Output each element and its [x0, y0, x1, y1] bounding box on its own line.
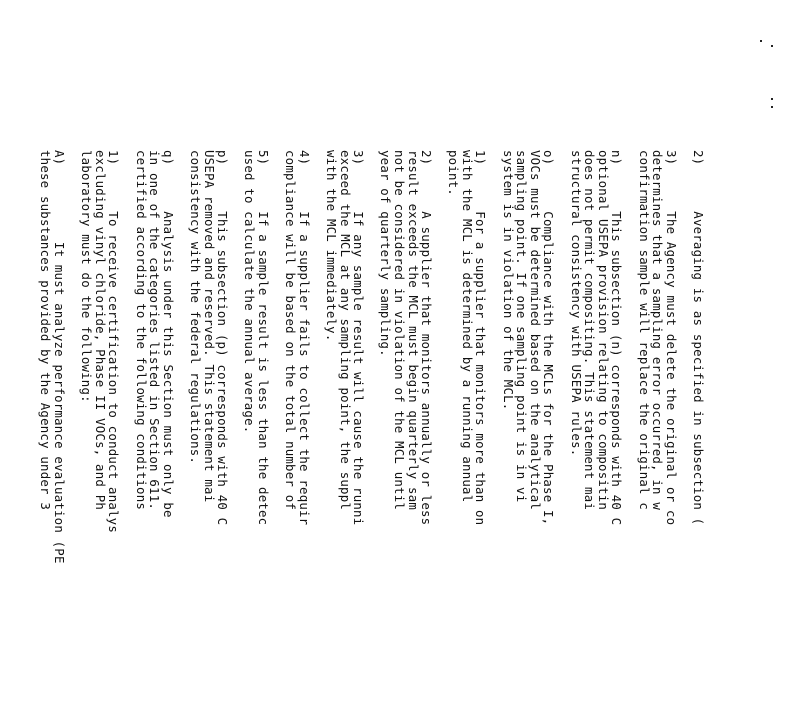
paragraph-po [501, 150, 555, 710]
text-line: not be considered in violation of the MCL until [391, 150, 407, 511]
text-line: sampling point. If one sampling point is in vi [514, 150, 530, 503]
text-line: p) This subsection (p) corresponds with 40 C [215, 150, 231, 526]
text-line: USEPA removed and reserved. This statement mai [201, 150, 217, 503]
text-line: 3) The Agency must delete the original or co [663, 150, 679, 526]
text-line: 2) A supplier that monitors annually or less [419, 150, 435, 526]
scan-speck [771, 98, 773, 100]
paragraph-p3a [324, 150, 365, 710]
text-line: structural consistency with USEPA rules. [568, 150, 584, 457]
paragraph-p1a [447, 150, 488, 710]
text-line: optional USEPA provision relating to compositin [595, 150, 611, 511]
text-line: 2) Averaging is as specified in subsection ( [691, 150, 706, 526]
text-line: laboratory must do the following: [79, 150, 95, 403]
paragraph-p1b [80, 150, 121, 710]
text-line: VOCs must be determined based on the analytical [527, 150, 543, 511]
text-line: 1) For a supplier that monitors more than on [473, 150, 489, 526]
text-line: excluding vinyl chloride, Phase II VOCs, and Ph [92, 150, 108, 511]
text-line: used to calculate the annual average. [242, 150, 258, 434]
text-line: result exceeds the MCL must begin quarterly sam [405, 150, 421, 511]
paragraph-p2 [691, 150, 705, 710]
text-line: compliance will be based on the total number of [283, 150, 299, 511]
rotated-document-page [38, 150, 706, 710]
text-line: q) Analysis under this Section must only be [160, 150, 176, 518]
text-line: point. [446, 150, 462, 196]
paragraph-pp [188, 150, 229, 710]
text-line: 5) If a sample result is less than the detec [256, 150, 271, 526]
scan-speck [760, 40, 762, 42]
text-line: with the MCL is determined by a running annual [459, 150, 475, 503]
text-line: o) Compliance with the MCLs for the Phase I, [541, 150, 557, 526]
text-line: exceed the MCL at any sampling point, the suppl [337, 150, 353, 511]
paragraph-p3 [637, 150, 678, 710]
paragraph-p2a [379, 150, 433, 710]
text-line: confirmation sample will replace the original c [636, 150, 652, 511]
paragraph-p5a [243, 150, 270, 710]
text-line: 4) If a supplier fails to collect the requir [296, 150, 312, 526]
text-line: 3) If any sample result will cause the runni [351, 150, 367, 526]
text-line: 1) To receive certification to conduct analys [106, 150, 122, 533]
text-line: does not permit compositing. This statement mai [582, 150, 598, 511]
paragraph-pA [39, 150, 66, 710]
text-line: in one of the categories listed in Section 611. [147, 150, 163, 511]
text-line: with the MCL immediately. [323, 150, 339, 342]
text-line: system is in violation of the MCL. [500, 150, 516, 411]
text-line: year of quarterly sampling. [378, 150, 394, 357]
text-line: these substances provided by the Agency under 3 [38, 150, 54, 511]
paragraph-pn [569, 150, 623, 710]
text-line: determines that a sampling error occurred, in w [650, 150, 666, 511]
text-line: A) It must analyze performance evaluation (PE [52, 150, 68, 564]
text-line: n) This subsection (n) corresponds with 40 C [609, 150, 625, 526]
text-line: consistency with the federal regulations. [188, 150, 204, 465]
scan-speck [771, 45, 773, 47]
text-line: certified according to the following conditions [133, 150, 149, 511]
paragraph-p4a [284, 150, 311, 710]
scan-speck [771, 106, 773, 108]
paragraph-pq [134, 150, 175, 710]
